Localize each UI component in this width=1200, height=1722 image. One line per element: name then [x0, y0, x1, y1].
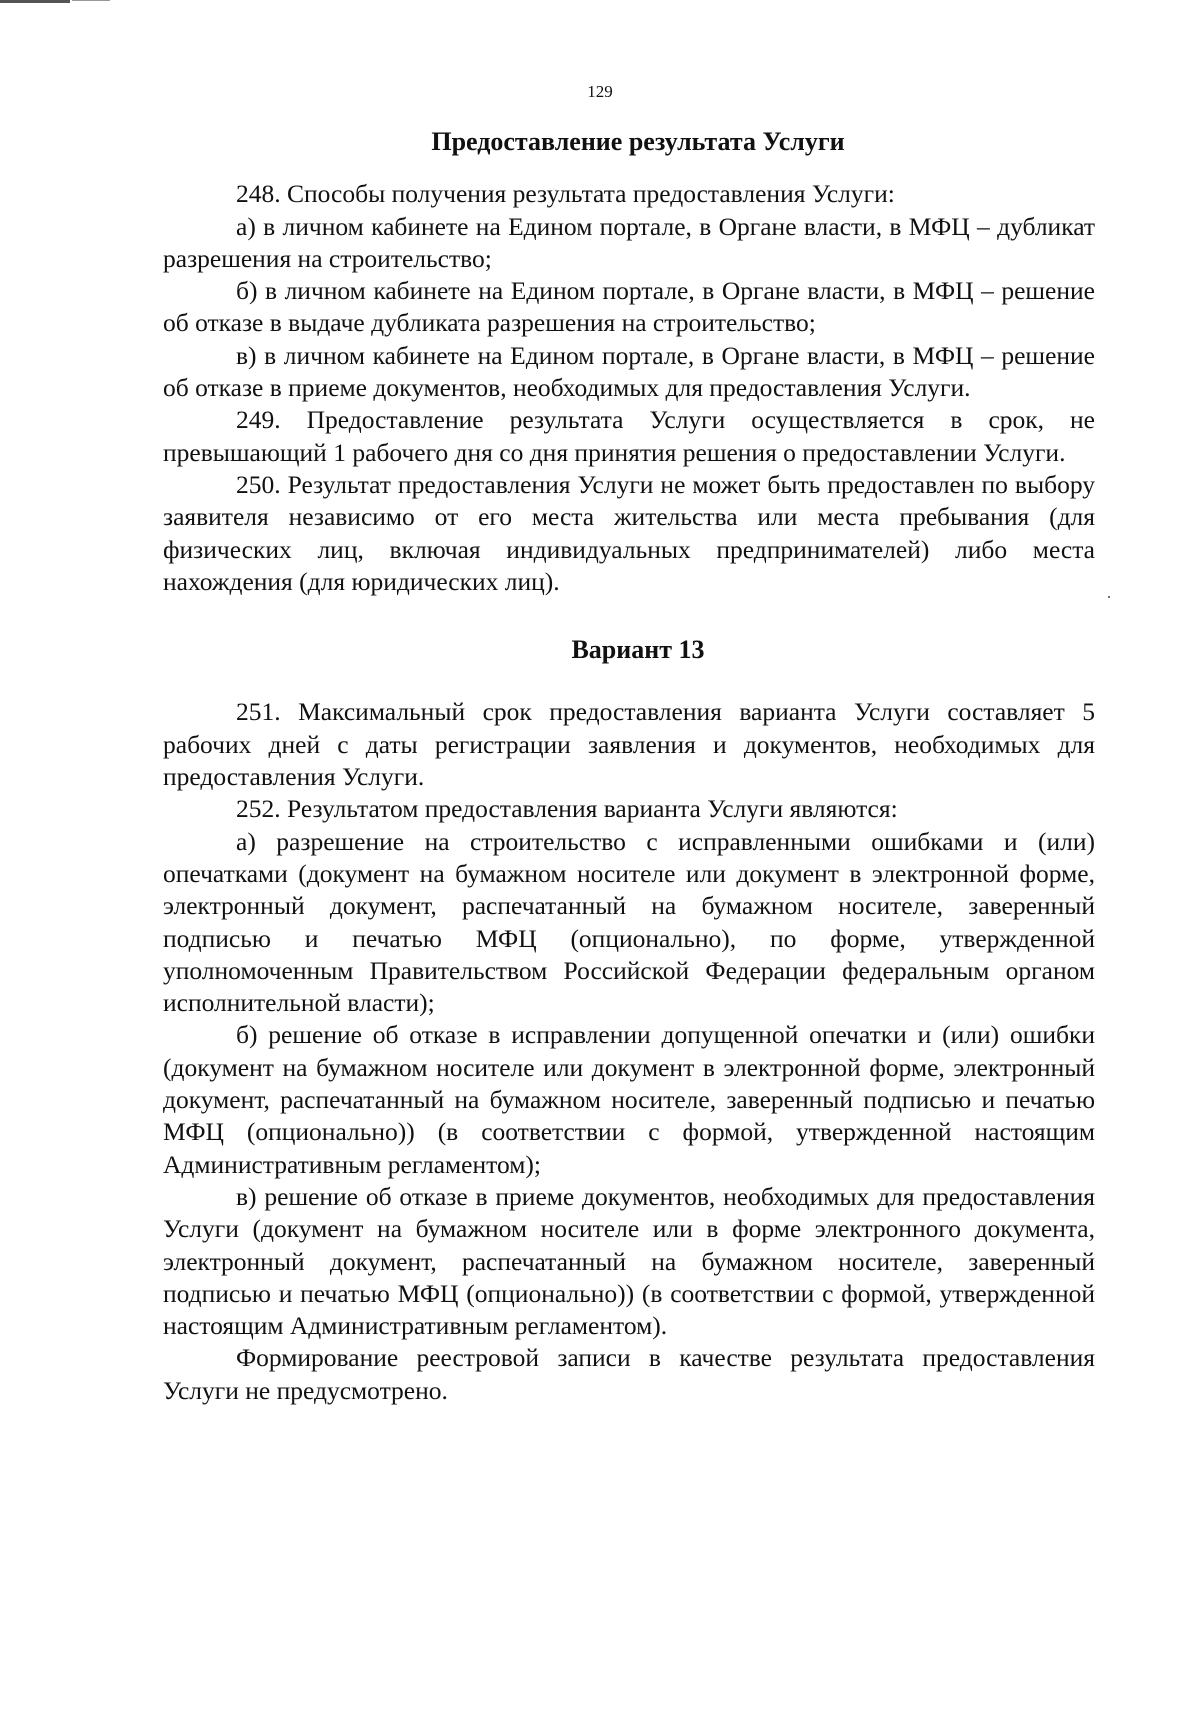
paragraph-248: 248. Способы получения результата предоставления Услуги:: [236, 179, 895, 209]
scan-speck: [1108, 596, 1110, 598]
paragraph-252: 252. Результатом предоставления варианта Услуги являются:: [236, 794, 898, 824]
paragraph-registry-note: Формирование реестровой записи в качестве результата предоставления Услуги не предусмотрено.: [163, 1343, 1095, 1405]
section-title: Предоставление результата Услуги: [431, 127, 845, 156]
paragraph-251: 251. Максимальный срок предоставления варианта Услуги составляет 5 рабочих дней с даты регистрации заявления и документов, необходимых для предоставления Услуги.: [163, 697, 1095, 792]
paragraph-250: 250. Результат предоставления Услуги не может быть предоставлен по выбору заявителя независимо от его места жительства или места пребывания (для физических лиц, включая индивидуальных предпринимателей) либо места нахождения (для юридических лиц).: [163, 469, 1095, 596]
paragraph-248-b: б) в личном кабинете на Едином портале, в Органе власти, в МФЦ – решение об отказе в выдаче дубликата разрешения на строительство;: [163, 276, 1095, 338]
scan-edge-mark: [0, 0, 70, 3]
paragraph-249: 249. Предоставление результата Услуги осуществляется в срок, не превышающий 1 рабочего дня со дня принятия решения о предоставлении Услуги.: [163, 405, 1095, 467]
paragraph-252-a: а) разрешение на строительство с исправленными ошибками и (или) опечатками (документ на бумажном носителе или документ в электронной форме, электронный документ, распечатанный на бумажном носителе, заверенный подписью и печатью МФЦ (опционально), по форме, утвержденной уполномоченным Правительством Российской Федерации федеральным органом исполнительной власти);: [163, 826, 1095, 1018]
variant-title: Вариант 13: [571, 635, 705, 665]
paragraph-252-b: б) решение об отказе в исправлении допущенной опечатки и (или) ошибки (документ на бумажном носителе или документ в электронной форме, электронный документ, распечатанный на бумажном носителе, заверенный подписью и печатью МФЦ (опционально)) (в соответствии с формой, утвержденной настоящим Административным регламентом);: [163, 1020, 1095, 1179]
document-body: [163, 126, 1095, 1407]
paragraph-252-v: в) решение об отказе в приеме документов, необходимых для предоставления Услуги (документ на бумажном носителе или в форме электронного документа, электронный документ, распечатанный на бумажном носителе, заверенный подписью и печатью МФЦ (опционально)) (в соответствии с формой, утвержденной настоящим Административным регламентом).: [163, 1181, 1095, 1341]
paragraph-248-v: в) в личном кабинете на Едином портале, в Органе власти, в МФЦ – решение об отказе в приеме документов, необходимых для предоставления Услуги.: [163, 340, 1095, 403]
paragraph-248-a: а) в личном кабинете на Едином портале, в Органе власти, в МФЦ – дубликат разрешения на строительство;: [163, 211, 1095, 273]
scan-edge-mark-faint: [72, 0, 110, 1]
page-number: 129: [587, 82, 613, 101]
